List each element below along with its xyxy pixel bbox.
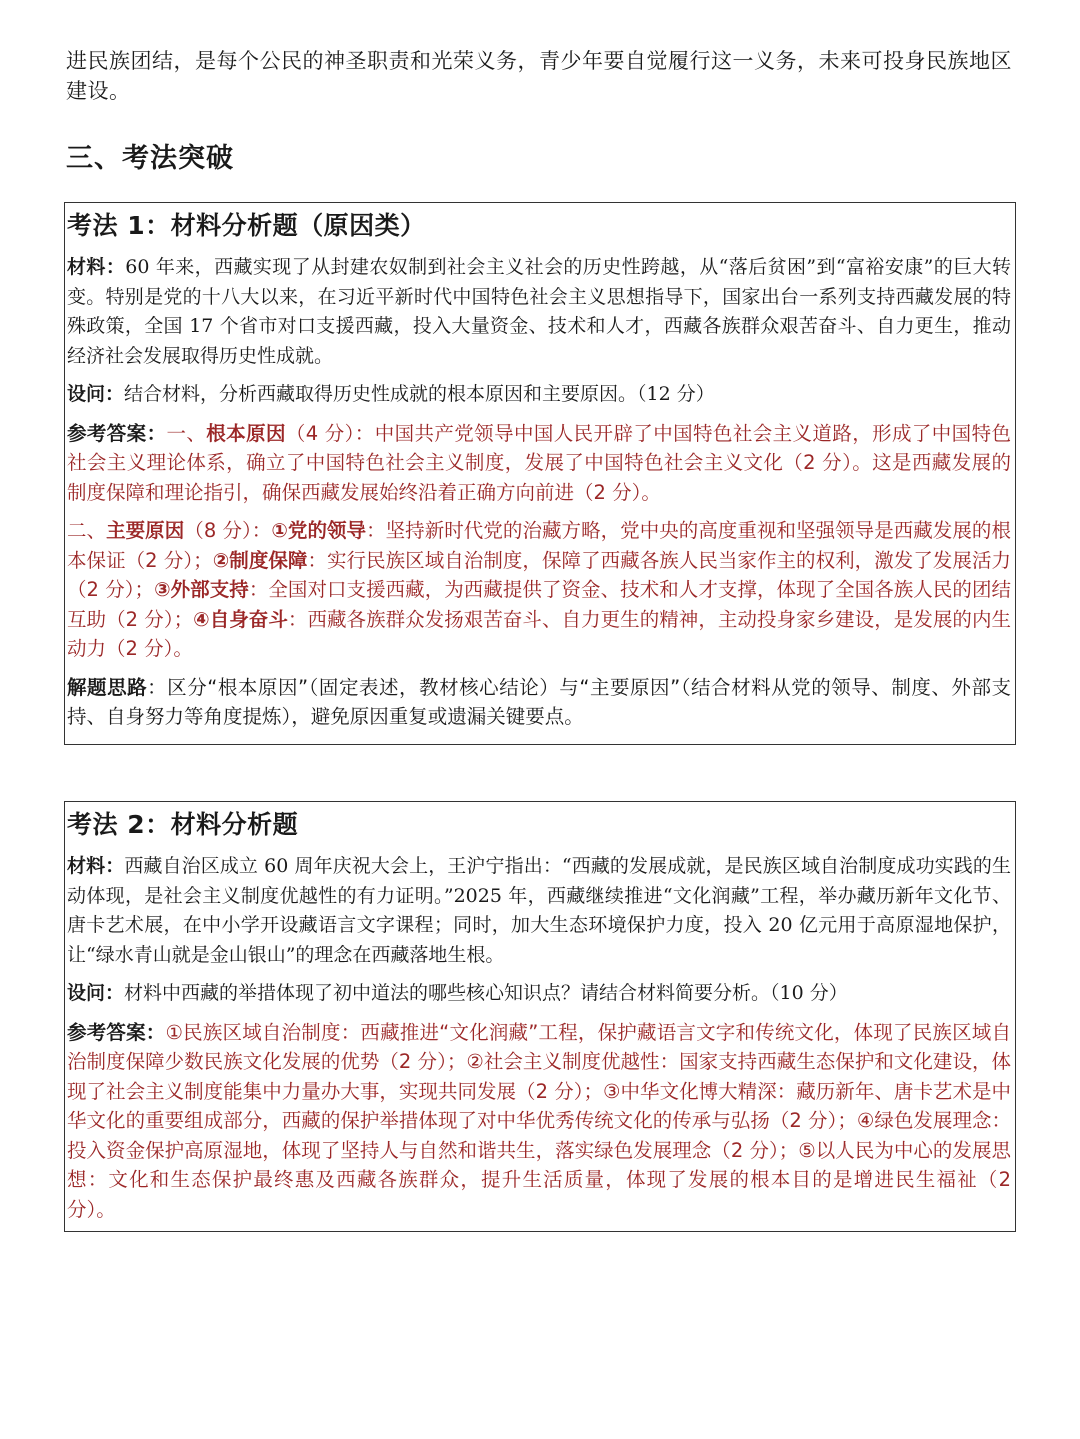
material-label: 材料： bbox=[67, 256, 126, 278]
material-paragraph bbox=[67, 852, 1011, 970]
question-paragraph bbox=[67, 979, 1011, 1009]
solution-tip bbox=[67, 673, 1011, 732]
answer-label: 参考答案： bbox=[67, 421, 167, 445]
answer-part-prefix: 一、 bbox=[166, 421, 207, 445]
point-key: ②制度保障 bbox=[212, 548, 308, 572]
box-title: 考法 2：材料分析题 bbox=[67, 810, 299, 839]
material-label: 材料： bbox=[67, 855, 125, 877]
answer-label: 参考答案： bbox=[67, 1020, 166, 1044]
point-key: ③外部支持 bbox=[154, 578, 249, 601]
point-text: ：实行民族区域自治制度，保障了西藏各族人民当家作主的权利，激发了发展活力（2 分）； bbox=[67, 548, 1011, 601]
material-text: 60 年来，西藏实现了从封建农奴制到社会主义社会的历史性跨越，从“落后贫困”到“富裕安康”的巨大转变。特别是党的十八大以来，在习近平新时代中国特色社会主义思想指导下，国家出台一系列支持西藏发展的特殊政策，全国 17 个省市对口支援西藏，投入大量资金、技术和人才，西藏各族群众艰苦奋斗、自力更生，推动经济社会发展取得历史性成就。 bbox=[67, 256, 1011, 367]
tip-text: ：区分“根本原因”（固定表述，教材核心结论）与“主要原因”（结合材料从党的领导、制度、外部支持、自身努力等角度提炼），避免原因重复或遗漏关键要点。 bbox=[67, 675, 1011, 728]
point-key: ④自身奋斗 bbox=[193, 607, 288, 631]
point-text: ：全国对口支援西藏，为西藏提供了资金、技术和人才支撑，体现了全国各族人民的团结互助（2 分）； bbox=[67, 578, 1011, 631]
tip-label: 解题思路 bbox=[67, 675, 148, 699]
point-text: ：坚持新时代党的治藏方略，党中央的高度重视和坚强领导是西藏发展的根本保证（2 分）； bbox=[67, 519, 1011, 572]
answer-text: ①民族区域自治制度：西藏推进“文化润藏”工程，保护藏语言文字和传统文化，体现了民族区域自治制度保障少数民族文化发展的优势（2 分）；②社会主义制度优越性：国家支持西藏生态保护和文化建设，体现了社会主义制度能集中力量办大事，实现共同发展（2 分）；③中华文化博大精深：藏历新年、唐卡艺术是中华文化的重要组成部分，西藏的保护举措体现了对中华优秀传统文化的传承与弘扬（2 分）；④绿色发展理念：投入资金保护高原湿地，体现了坚持人与自然和谐共生，落实绿色发展理念（2 分）；⑤以人民为中心的发展思想：文化和生态保护最终惠及西藏各族群众，提升生活质量，体现了发展的根本目的是增进民生福祉（2 分）。 bbox=[67, 1020, 1011, 1221]
answer-part-prefix: 二、 bbox=[67, 519, 107, 542]
intro-paragraph: 进民族团结，是每个公民的神圣职责和光荣义务，青少年要自觉履行这一义务，未来可投身民族地区建设。 bbox=[66, 49, 1012, 103]
box-title: 考法 1：材料分析题（原因类） bbox=[67, 211, 426, 240]
answer-key-root-cause: 根本原因 bbox=[206, 421, 286, 445]
answer-key-main-cause: 主要原因 bbox=[106, 519, 185, 542]
answer-part-1 bbox=[67, 419, 1011, 508]
question-text: 材料中西藏的举措体现了初中道法的哪些核心知识点？请结合材料简要分析。（10 分） bbox=[124, 982, 848, 1004]
question-box-2 bbox=[64, 801, 1016, 1232]
point-text: ：西藏各族群众发扬艰苦奋斗、自力更生的精神，主动投身家乡建设，是发展的内生动力（2 分）。 bbox=[67, 607, 1011, 660]
answer-paragraph bbox=[67, 1018, 1011, 1225]
question-box-1 bbox=[64, 202, 1016, 745]
question-label: 设问： bbox=[67, 982, 125, 1004]
point-key: ①党的领导 bbox=[271, 519, 367, 542]
answer-text: （4 分）：中国共产党领导中国人民开辟了中国特色社会主义道路，形成了中国特色社会主义理论体系，确立了中国特色社会主义制度，发展了中国特色社会主义文化（2 分）。这是西藏发展的制度保障和理论指引，确保西藏发展始终沿着正确方向前进（2 分）。 bbox=[67, 421, 1011, 504]
answer-score: （8 分）： bbox=[184, 519, 272, 542]
question-paragraph bbox=[67, 380, 1011, 410]
question-text: 结合材料，分析西藏取得历史性成就的根本原因和主要原因。（12 分） bbox=[124, 383, 715, 405]
question-label: 设问： bbox=[67, 383, 125, 405]
answer-part-2 bbox=[67, 516, 1011, 664]
material-paragraph bbox=[67, 253, 1011, 371]
section-title: 三、考法突破 bbox=[66, 143, 234, 174]
material-text: 西藏自治区成立 60 周年庆祝大会上，王沪宁指出：“西藏的发展成就，是民族区域自治制度成功实践的生动体现，是社会主义制度优越性的有力证明。”2025 年，西藏继续推进“文化润藏”工程，举办藏历新年文化节、唐卡艺术展，在中小学开设藏语言文字课程；同时，加大生态环境保护力度，投入 20 亿元用于高原湿地保护，让“绿水青山就是金山银山”的理念在西藏落地生根。 bbox=[67, 855, 1011, 966]
